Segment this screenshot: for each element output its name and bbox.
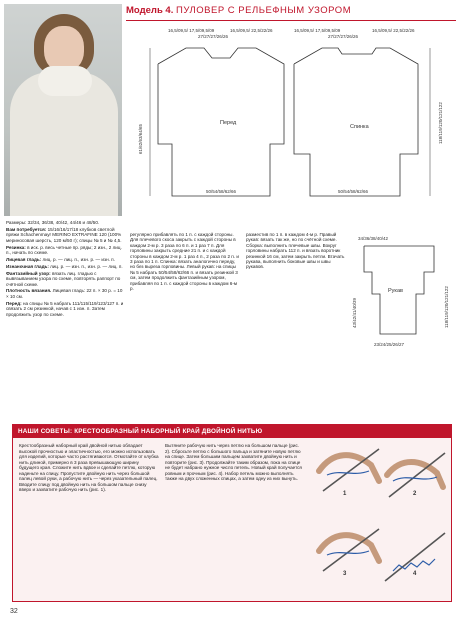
tips-box xyxy=(12,424,452,602)
step-2-label: 2 xyxy=(413,491,417,497)
page-title: ПУЛОВЕР С РЕЛЬЕФНЫМ УЗОРОМ xyxy=(175,5,352,16)
schematic-front xyxy=(128,24,288,204)
front-top-dims-1: 16,5/09,5/ 17,5/09,5/09 xyxy=(168,28,215,33)
step-1-label: 1 xyxy=(343,491,347,497)
page-header xyxy=(126,5,456,21)
schematic-sleeve xyxy=(350,232,456,362)
back-outline xyxy=(294,48,418,196)
tips-header: НАШИ СОВЕТЫ: КРЕСТООБРАЗНЫЙ НАБОРНЫЙ КРАЙ ДВОЙНОЙ НИТЬЮ xyxy=(13,425,451,438)
model-number: Модель 4. xyxy=(126,5,174,16)
materials-text: 15/16/16/17/18 клубков светлой пряжи Schachenmayr MERINO EXTRAFINE 120 (100% мериносовая шерсть, 120 м/50 г); спицы № 5 и № 4,5. xyxy=(6,226,122,243)
back-height: 118/119/120/121/122 xyxy=(438,102,443,144)
face-title: Лицевая гладь: xyxy=(6,256,42,262)
tips-text-2: Вытяните рабочую нить через петлю на большом пальце (рис. 2). Сбросьте петлю с большого пальца и затяните новую петлю на спице. Затем большим пальцем захватите двойную нить и повторите (рис. 3). Продолжайте таким образом, пока на спице не будет набрано нужное число петель. Новый край получается ровным и прочным (рис. 4). Набор петель можно выполнять также на двух сложенных спицах, а затем одну из них вынуть. xyxy=(165,443,302,481)
schematic-back-svg xyxy=(290,24,455,204)
sleeve-height: 43/42/41/40/39 xyxy=(352,297,357,328)
page-number: 32 xyxy=(10,608,18,615)
sizes-text: Размеры: 32/34, 36/38, 40/42, 44/46 и 48/50. xyxy=(6,220,100,225)
sleeve-bottom-width: 23/24/25/26/27 xyxy=(374,342,405,347)
instructions-column-1 xyxy=(6,220,124,416)
tips-column-2 xyxy=(165,443,305,598)
density-text: Лицевая гладь: 22 п. × 30 р. = 10 × 10 см. xyxy=(6,288,123,299)
front-width: 50/54/58/62/66 xyxy=(206,189,237,194)
fancy-title: Фантазийный узор: xyxy=(6,270,51,276)
schematic-back xyxy=(290,24,455,204)
instructions-column-2 xyxy=(130,232,240,416)
tips-text-1: Крестообразный наборный край двойной нитью обладает высокой прочностью и эластичностью, его можно использовать для изделий, которые часто растягиваются. Отмотайте от клубка нить длиной, примерно в 3 раза превышающую ширину будущего края. Сложите нить вдвое и сделайте петлю, которую наденьте на спицу. Пропустите двойную нить через большой палец левой руки, а рабочую нить — через указательный палец. Вводите спицу под двойную нить на большом пальце снизу вверх и захватите рабочую нить (рис. 1). xyxy=(19,443,159,492)
schematic-front-svg xyxy=(128,24,288,204)
illustration-1 xyxy=(319,449,379,491)
tips-illustrations xyxy=(313,441,449,599)
col2-text: регулярно прибавлять по 1 п. с каждой стороны. Для плечевого скоса закрыть с каждой стороны в каждом 2-м р. 3 раза по 6 п. и 1 раз 7 п. Для горловины закрыть средние 21 п. и с каждой стороны в каждом 2-м р. 1 раз 4 п., 2 раза по 2 п. и 3 раза по 1 п. Спинка: вязать аналогично переду, но без выреза горловины. Левый рукав: на спицы № 5 набрать 50/54/58/62/66 п. и вязать резинкой 3 см, затем продолжить фантазийным узором, прибавляя по 1 п. с каждой стороны в каждом 6-м р. xyxy=(130,232,239,292)
front-label: Перед xyxy=(220,120,237,126)
face-text: лиц. р. — лиц. п., изн. р. — изн. п. xyxy=(42,256,115,262)
back-top-dims-2: 27/27/27/26/26 xyxy=(328,34,359,39)
col3-text: разместив по 1 п. в каждом 4-м р. Правый рукав: вязать так же, но по счётной схеме. Сборка: выполнить плечевые швы. Вокруг горловины набрать 112 п. и вязать воротник резинкой 16 см, затем закрыть петли. Втачать рукава, выполнить боковые швы и швы рукавов. xyxy=(246,232,345,270)
fancy-text: вязать лиц. гладью с вывязыванием узора по схеме, повторять раппорт по счётной схеме. xyxy=(6,270,121,287)
back-width: 50/54/58/62/66 xyxy=(338,189,369,194)
tips-column-1 xyxy=(19,443,159,598)
purl-text: лиц. р. — изн. п., изн. р. — лиц. п. xyxy=(50,263,123,269)
illustration-3 xyxy=(319,529,379,571)
header-divider xyxy=(126,20,456,21)
sleeve-label: Рукав xyxy=(388,288,403,294)
photo-collar xyxy=(38,66,92,96)
rib-text: в иск. р. весь четные пр. ряды; 2 изн., 2 лиц. п., начать по схеме. xyxy=(6,244,122,256)
step-3-label: 3 xyxy=(343,571,347,577)
back-label: Спинка xyxy=(350,124,369,130)
materials-title: Вам потребуется: xyxy=(6,226,47,232)
schematic-sleeve-svg xyxy=(350,232,456,362)
purl-title: Изнаночная гладь: xyxy=(6,263,49,269)
front-height: 61/62/63/64/65 xyxy=(138,123,143,154)
density-title: Плотность вязания. xyxy=(6,288,52,294)
back-text: на спицы № 5 набрать 111/115/119/123/127 п. и связать 2 см резинкой, начав с 1 изн. п. Затем продолжить узор по схеме. xyxy=(6,300,124,317)
front-top-dims-2: 27/27/27/26/26 xyxy=(198,34,229,39)
back-top-dims-1: 16,5/09,5/ 17,5/09,5/09 xyxy=(294,28,341,33)
back-top-dims-3: 16,5/09,5/ 22,5/22/26 xyxy=(372,28,415,33)
instructions-column-3 xyxy=(246,232,346,416)
rib-title: Резинка: xyxy=(6,244,26,250)
sleeve-right-height: 118/119/120/121/122 xyxy=(444,286,449,328)
step-4-label: 4 xyxy=(413,571,417,577)
front-top-dims-3: 16,5/09,5/ 22,5/22/26 xyxy=(230,28,273,33)
model-photo xyxy=(4,4,122,216)
back-title: Перед: xyxy=(6,300,22,306)
sleeve-top-width: 34/36/38/40/42 xyxy=(358,236,389,241)
